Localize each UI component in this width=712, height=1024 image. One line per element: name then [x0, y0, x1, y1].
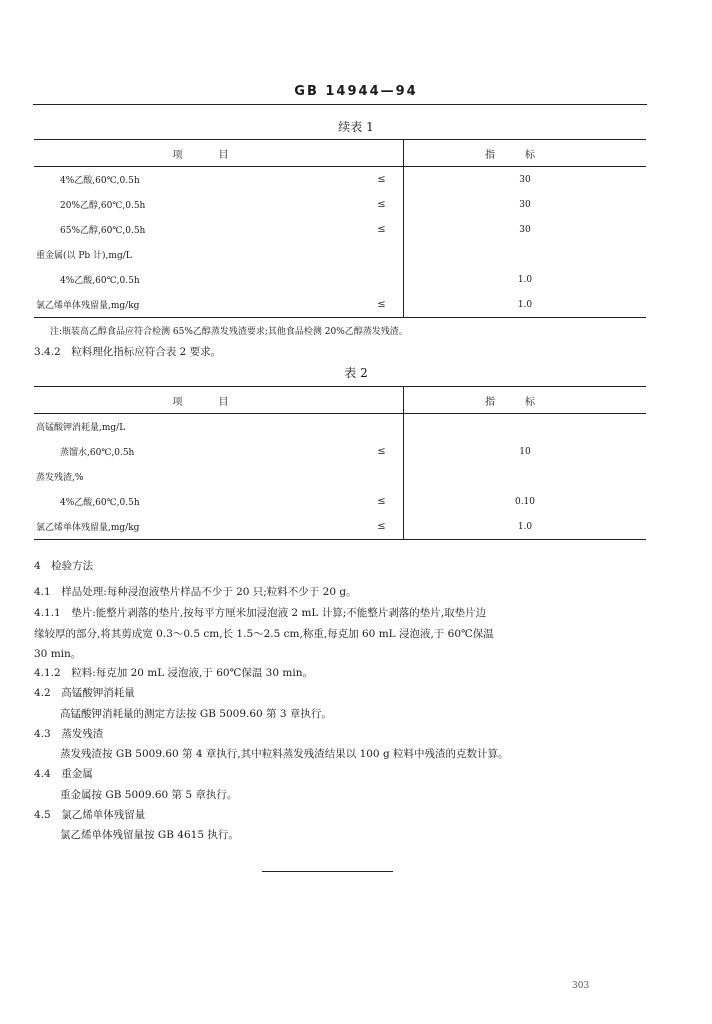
table-row [34, 514, 646, 540]
table1-row-sym: ≤ [377, 224, 386, 235]
table2-row-value: 0.10 [404, 489, 647, 514]
table2-head-value: 指标 [404, 387, 647, 414]
clause-4-3-body: 蒸发残渣按 GB 5009.60 第 4 章执行,其中粒料蒸发残渣结果以 100 g 粒料中残渣的克数计算。 [60, 748, 509, 760]
table2-row-value [404, 464, 647, 489]
end-rule [262, 871, 393, 872]
section-4-title: 4 检验方法 [34, 560, 94, 572]
clause-4-3-title: 4.3 蒸发残渣 [34, 728, 104, 740]
table1-row-value: 30 [404, 217, 647, 242]
table2 [34, 386, 646, 540]
table1-row-value [404, 242, 647, 267]
table2-head-item: 项目 [34, 387, 404, 414]
table2-row-value [404, 414, 647, 440]
table-row [34, 267, 646, 292]
table2-row-sym: ≤ [360, 514, 404, 540]
clause-4-5-title: 4.5 氯乙烯单体残留量 [34, 809, 146, 821]
table1-row-sym [360, 267, 404, 292]
clause-4-5-body: 氯乙烯单体残留量按 GB 4615 执行。 [60, 829, 239, 841]
clause-4-4-title: 4.4 重金属 [34, 768, 93, 780]
table1-row-sym: ≤ [377, 174, 386, 185]
table2-caption: 表 2 [344, 366, 368, 380]
header-rule [33, 104, 647, 105]
table1-row-sym: ≤ [377, 199, 386, 210]
table1-row-sym: ≤ [360, 292, 404, 318]
clause-4-4-body: 重金属按 GB 5009.60 第 5 章执行。 [60, 789, 238, 801]
table2-row-sym [360, 464, 404, 489]
table1-note: 注:瓶装高乙醇食品应符合检测 65%乙醇蒸发残渣要求;其他食品检测 20%乙醇蒸发残渣。 [50, 327, 408, 337]
page-number: 303 [572, 981, 590, 991]
table1-head-value: 指标 [404, 140, 647, 167]
clause-4-2-title: 4.2 高锰酸钾消耗量 [34, 687, 135, 699]
table1-caption: 续表 1 [338, 120, 374, 134]
table1-row-item: 20%乙醇,60℃,0.5h [60, 201, 146, 211]
table-row [34, 292, 646, 318]
table-row [34, 414, 646, 440]
table-row [34, 167, 646, 193]
table-row [34, 464, 646, 489]
table1-row-value: 1.0 [404, 267, 647, 292]
table2-row-item: 氯乙烯单体残留量,mg/kg [34, 514, 360, 540]
table-row [34, 242, 646, 267]
table1-row-item: 4%乙酸,60℃,0.5h [60, 276, 140, 286]
table1-row-item: 4%乙酸,60℃,0.5h [60, 176, 140, 186]
table1-row-item: 65%乙醇,60℃,0.5h [60, 226, 146, 236]
table2-row-item: 高锰酸钾消耗量,mg/L [36, 423, 126, 433]
table2-row-value: 10 [404, 439, 647, 464]
table2-header-row [34, 387, 646, 414]
table2-row-item: 4%乙酸,60℃,0.5h [60, 498, 140, 508]
table1-header-row [34, 140, 646, 167]
clause-3-4-2: 3.4.2 粒料理化指标应符合表 2 要求。 [34, 346, 222, 358]
table1-row-value: 30 [404, 192, 647, 217]
table-row [34, 489, 646, 514]
table2-row-item: 蒸馏水,60℃,0.5h [60, 448, 135, 458]
table1-row-value: 30 [404, 167, 647, 193]
clause-4-2-body: 高锰酸钾消耗量的测定方法按 GB 5009.60 第 3 章执行。 [60, 708, 332, 720]
clause-4-1-1-line1: 4.1.1 垫片:能整片剥落的垫片,按每平方厘米加浸泡液 2 mL 计算;不能整片剥落的垫片,取垫片边 [34, 607, 487, 619]
table2-row-item: 蒸发残渣,% [36, 473, 84, 483]
clause-4-1-1-line3: 30 min。 [34, 648, 82, 660]
table2-row-sym [360, 414, 404, 440]
table1-row-item: 重金属(以 Pb 计),mg/L [36, 251, 132, 261]
clause-4-1: 4.1 样品处理:每种浸泡液垫片样品不少于 20 只;粒料不少于 20 g。 [34, 586, 357, 598]
table2-row-value: 1.0 [404, 514, 647, 540]
table1-row-item: 氯乙烯单体残留量,mg/kg [34, 292, 360, 318]
table1-row-value: 1.0 [404, 292, 647, 318]
table-row [34, 439, 646, 464]
clause-4-1-1-line2: 缘较厚的部分,将其剪成宽 0.3～0.5 cm,长 1.5～2.5 cm,称重,每克加 60 mL 浸泡液,于 60℃保温 [34, 628, 494, 640]
table-row [34, 192, 646, 217]
standard-code-header: GB 14944—94 [294, 84, 418, 99]
table2-row-sym: ≤ [377, 496, 386, 507]
table1-head-item: 项目 [34, 140, 404, 167]
clause-4-1-2: 4.1.2 粒料:每克加 20 mL 浸泡液,于 60℃保温 30 min。 [34, 667, 313, 679]
table1 [34, 139, 646, 318]
table-row [34, 217, 646, 242]
table1-row-sym [360, 242, 404, 267]
table2-row-sym: ≤ [377, 446, 386, 457]
